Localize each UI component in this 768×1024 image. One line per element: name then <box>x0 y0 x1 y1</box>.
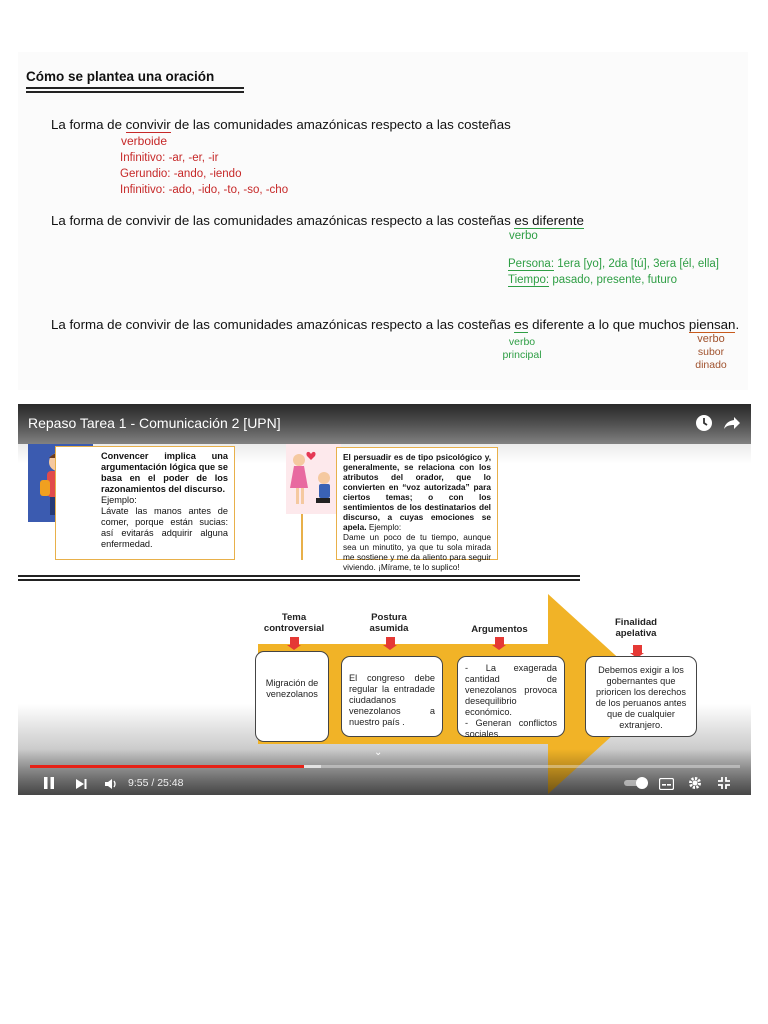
section-divider <box>18 579 580 581</box>
next-icon[interactable] <box>75 777 88 795</box>
verbo-principal-word: es <box>514 317 529 332</box>
watch-later-icon[interactable] <box>695 414 713 432</box>
verboide-word: convivir <box>125 117 171 132</box>
sentence-3: La forma de convivir de las comunidades amazónicas respecto a las costeñas es diferente a lo que muchos piensan. <box>51 317 740 332</box>
pin-marker <box>386 637 395 646</box>
verbo-principal-label: verbo principal <box>502 336 542 361</box>
exit-fullscreen-icon[interactable] <box>717 776 731 795</box>
share-icon[interactable] <box>723 414 741 432</box>
persuadir-card: El persuadir es de tipo psicológico y, generalmente, se relaciona con los atributos del orador, que lo convierten en “voz autorizada” para ciertos temas; o con los sentimientos de los destinatarios del discurso, a cuyas emociones se apela. Ejemplo: Dame un poco de tu tiempo, aunque sea un minutito, ya que tu sola mirada me sostiene y me da aliento para seguir viviendo. ¡Mírame, te lo suplico! <box>336 447 498 560</box>
video-player[interactable] <box>18 404 751 795</box>
heading-finalidad: Finalidad apelativa <box>614 617 658 639</box>
video-title[interactable]: Repaso Tarea 1 - Comunicación 2 [UPN] <box>28 415 281 431</box>
box-postura: El congreso debe regular la entradade ciudadanos venezolanos a nuestro país . <box>341 656 443 737</box>
card2-connector <box>301 514 303 560</box>
time-display: 9:55 / 25:48 <box>128 777 184 789</box>
sentence-2: La forma de convivir de las comunidades amazónicas respecto a las costeñas es diferente <box>51 213 584 228</box>
autoplay-toggle[interactable] <box>624 777 648 789</box>
video-top-bar <box>18 404 751 444</box>
notes-title: Cómo se plantea una oración <box>26 69 215 84</box>
persuasion-illustration <box>286 444 341 514</box>
gear-icon[interactable] <box>688 776 702 795</box>
verboide-rules: Infinitivo: -ar, -er, -ir Gerundio: -ando, -iendo Infinitivo: -ado, -ido, -to, -so, -cho <box>120 152 289 196</box>
notes-section <box>18 52 748 390</box>
box-finalidad: Debemos exigir a los gobernantes que prioricen los derechos de los peruanos antes que de cualquier extranjero. <box>585 656 697 737</box>
section-divider <box>18 575 580 577</box>
heading-postura: Postura asumida <box>369 612 409 634</box>
title-underline <box>26 91 244 93</box>
subtitles-icon[interactable] <box>659 777 674 795</box>
pin-marker <box>290 637 299 646</box>
video-controls <box>18 749 751 795</box>
verbo-label: verbo <box>509 230 538 242</box>
sentence-1: La forma de convivir de las comunidades amazónicas respecto a las costeñas <box>51 117 511 132</box>
pin-marker <box>495 637 504 646</box>
chevron-down-icon[interactable]: ⌄ <box>374 747 383 758</box>
heading-tema: Tema controversial <box>263 612 325 634</box>
verbo-word: es diferente <box>514 213 584 228</box>
heading-argumentos: Argumentos <box>471 624 528 635</box>
pause-icon[interactable] <box>42 776 56 795</box>
played-bar <box>30 765 304 768</box>
title-underline <box>26 87 244 89</box>
verbo-subordinado-word: piensan <box>688 317 736 332</box>
progress-track[interactable] <box>30 765 740 768</box>
convencer-card: Convencer implica una argumentación lógica que se basa en el poder de los razonamientos del discurso. Ejemplo: Lávate las manos antes de comer, porque están sucias: así evitarás adquirir alguna enfermedad. <box>55 446 235 560</box>
box-argumentos: - La exagerada cantidad de venezolanos provoca desequilibrio económico. - Generan conflictos sociales. <box>457 656 565 737</box>
box-tema: Migración de venezolanos <box>255 651 329 742</box>
verbo-subordinado-label: verbo subor dinado <box>695 333 727 371</box>
volume-icon[interactable] <box>104 777 118 795</box>
pin-marker <box>633 645 642 654</box>
verboide-label: verboide <box>121 134 168 148</box>
verbo-properties: Persona: 1era [yo], 2da [tú], 3era [él, ella] Tiempo: pasado, presente, futuro <box>508 258 719 286</box>
